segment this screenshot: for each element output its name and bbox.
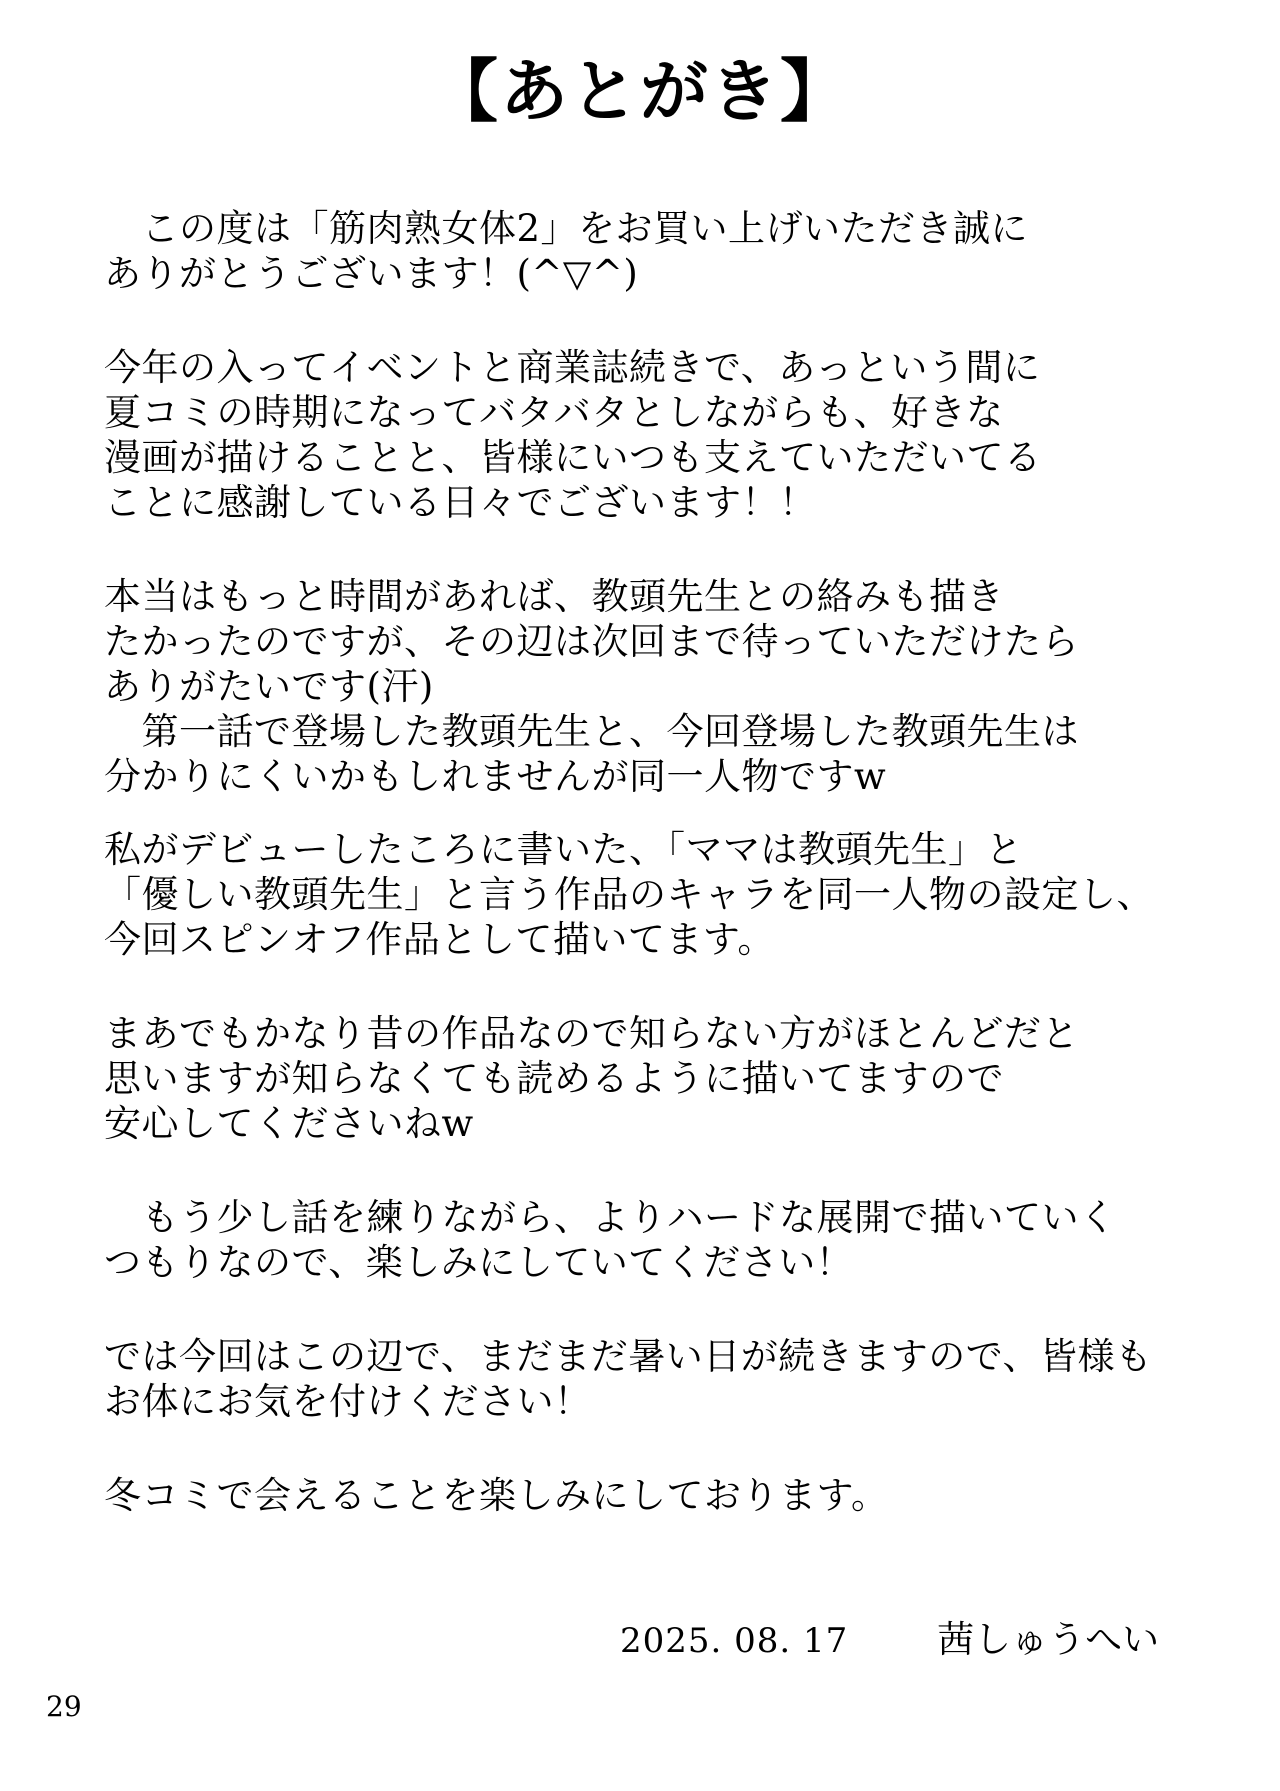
text-line: 第一話で登場した教頭先生と、今回登場した教頭先生は (104, 710, 1079, 753)
text-line: 冬コミで会えることを楽しみにしております。 (104, 1474, 889, 1517)
text-line: では今回はこの辺で、まだまだ暑い日が続きますので、皆様も (104, 1335, 1153, 1378)
signature (620, 1618, 1159, 1663)
paragraph (104, 574, 1184, 799)
paragraph (104, 1473, 1184, 1518)
paragraph (104, 827, 1184, 962)
afterword-body (104, 206, 1184, 1518)
signature-author: 茜しゅうへい (937, 1618, 1160, 1661)
paragraph (104, 1334, 1184, 1424)
text-line: 今回スピンオフ作品として描いてます。 (104, 918, 775, 961)
text-line: この度は「筋肉熟女体2」をお買い上げいただき誠に (104, 207, 1029, 250)
text-line: 今年の入ってイベントと商業誌続きで、あっという間に (104, 346, 1041, 389)
text-line: まあでもかなり昔の作品なので知らない方がほとんどだと (104, 1012, 1079, 1055)
page-number: 29 (46, 1690, 82, 1723)
text-line: 安心してくださいねw (104, 1102, 474, 1145)
signature-date: 2025. 08. 17 (620, 1621, 849, 1661)
text-line: お体にお気を付けください！ (104, 1380, 592, 1423)
paragraph (104, 1195, 1184, 1285)
text-line: 漫画が描けることと、皆様にいつも支えていただいてる (104, 436, 1042, 479)
text-line: 思いますが知らなくても読めるように描いてますので (104, 1057, 1004, 1100)
text-line: つもりなので、楽しみにしていてください！ (104, 1241, 854, 1284)
text-line: ことに感謝している日々でございます！！ (104, 481, 817, 524)
paragraph (104, 206, 1184, 296)
text-line: 夏コミの時期になってバタバタとしながらも、好きな (104, 391, 1004, 434)
paragraph (104, 345, 1184, 525)
text-line: 本当はもっと時間があれば、教頭先生との絡みも描き (104, 575, 1004, 618)
text-line: もう少し話を練りながら、よりハードな展開で描いていく (104, 1196, 1117, 1239)
text-line: たかったのですが、その辺は次回まで待っていただけたら (104, 620, 1079, 663)
text-line: 私がデビューしたころに書いた、「ママは教頭先生」と (104, 828, 1023, 871)
paragraph (104, 1011, 1184, 1146)
page-title: 【あとがき】 (429, 52, 850, 132)
text-line: 「優しい教頭先生」と言う作品のキャラを同一人物の設定し、 (104, 873, 1154, 916)
text-line: ありがとうございます！(^▽^) (104, 252, 639, 295)
text-line: ありがたいです(汗) (104, 665, 434, 708)
text-line: 分かりにくいかもしれませんが同一人物ですw (104, 755, 887, 798)
